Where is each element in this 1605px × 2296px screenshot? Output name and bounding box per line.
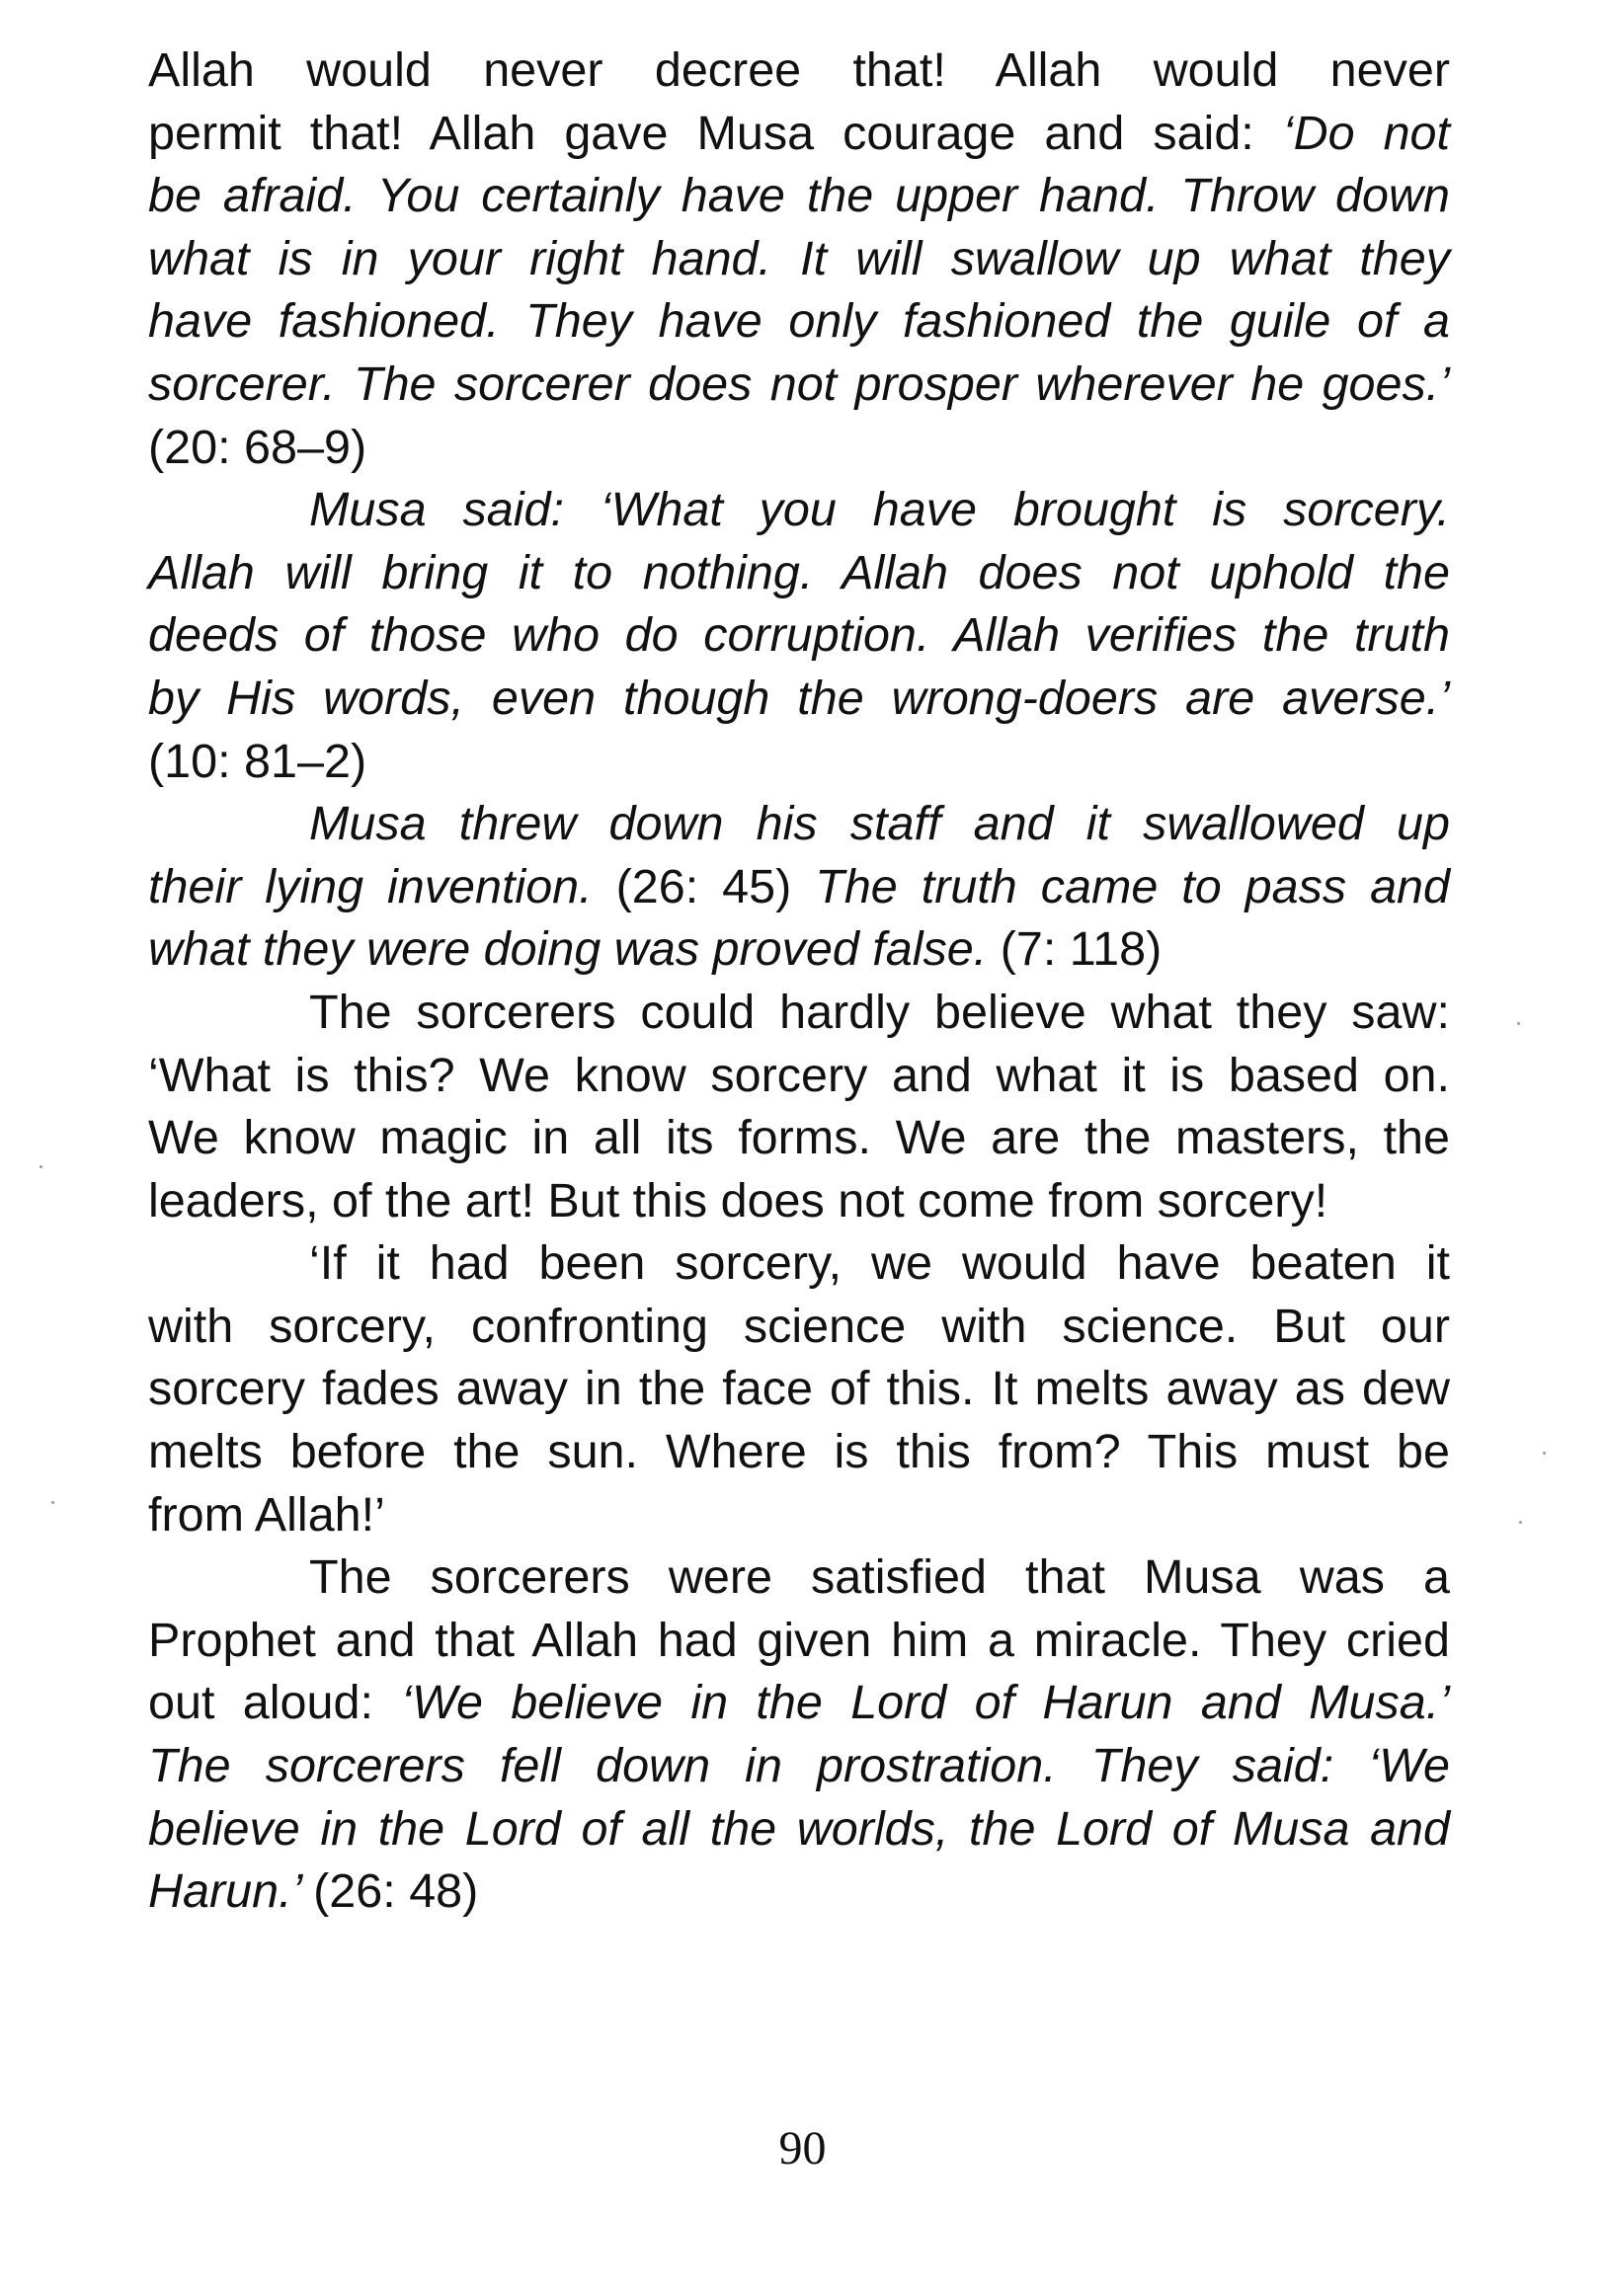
text-line bbox=[148, 40, 1450, 103]
text-line bbox=[148, 1484, 1450, 1547]
italic-text-segment: what is in your right hand. It will swallow up what they bbox=[148, 231, 1450, 285]
text-line bbox=[148, 731, 1450, 794]
text-line bbox=[148, 1421, 1450, 1484]
text-segment: Allah would never decree that! Allah would never bbox=[148, 43, 1450, 97]
text-segment: ‘If it had been sorcery, we would have beaten it bbox=[309, 1236, 1450, 1291]
text-segment: The sorcerers could hardly believe what they saw: bbox=[309, 985, 1450, 1039]
page-body bbox=[148, 40, 1450, 2212]
text-line bbox=[148, 1672, 1450, 1735]
italic-text-segment: what they were doing was proved false. bbox=[148, 922, 1001, 977]
italic-text-segment: deeds of those who do corruption. Allah verifies the truth bbox=[148, 608, 1450, 663]
text-segment: melts before the sun. Where is this from? This must be bbox=[148, 1425, 1450, 1479]
scan-speck bbox=[1517, 1022, 1520, 1025]
text-line bbox=[148, 290, 1450, 354]
text-segment: (10: 81–2) bbox=[148, 734, 367, 788]
italic-text-segment: Allah will bring it to nothing. Allah does not uphold the bbox=[148, 545, 1450, 599]
text-line bbox=[148, 103, 1450, 166]
scan-speck bbox=[1519, 1521, 1522, 1524]
text-line bbox=[148, 1861, 1450, 1924]
page-number: 90 bbox=[778, 2122, 827, 2175]
text-line bbox=[148, 856, 1450, 919]
text-segment: leaders, of the art! But this does not come from sorcery! bbox=[148, 1173, 1328, 1227]
scan-speck bbox=[51, 1501, 54, 1504]
text-line bbox=[148, 165, 1450, 228]
text-segment: The sorcerers were satisfied that Musa was a bbox=[309, 1550, 1450, 1605]
text-segment: (7: 118) bbox=[1000, 922, 1163, 977]
italic-text-segment: The sorcerers fell down in prostration. They said: ‘We bbox=[148, 1739, 1450, 1793]
text-segment: (26: 45) bbox=[615, 859, 816, 913]
text-segment: We know magic in all its forms. We are the masters, the bbox=[148, 1111, 1450, 1165]
text-line bbox=[148, 479, 1450, 542]
text-segment: Prophet and that Allah had given him a miracle. They cried bbox=[148, 1613, 1450, 1667]
text-line bbox=[148, 417, 1450, 480]
text-line bbox=[148, 228, 1450, 291]
scan-speck bbox=[1543, 1452, 1546, 1455]
text-segment: permit that! Allah gave Musa courage and said: bbox=[148, 106, 1283, 160]
text-line bbox=[148, 1296, 1450, 1359]
italic-text-segment: ‘We believe in the Lord of Harun and Musa.’ bbox=[401, 1676, 1451, 1730]
text-line bbox=[148, 1546, 1450, 1610]
italic-text-segment: The truth came to pass and bbox=[815, 859, 1451, 913]
text-line bbox=[148, 1735, 1450, 1798]
text-line bbox=[148, 918, 1450, 982]
text-line bbox=[148, 542, 1450, 605]
text-line bbox=[148, 1358, 1450, 1421]
italic-text-segment: sorcerer. The sorcerer does not prosper wherever he goes.’ bbox=[148, 356, 1450, 411]
italic-text-segment: their lying invention. bbox=[148, 859, 616, 913]
text-line bbox=[148, 1107, 1450, 1170]
text-segment: from Allah!’ bbox=[148, 1487, 385, 1542]
text-line bbox=[148, 354, 1450, 417]
scan-speck bbox=[40, 1165, 42, 1168]
italic-text-segment: be afraid. You certainly have the upper hand. Throw down bbox=[148, 169, 1450, 223]
text-line bbox=[148, 1610, 1450, 1673]
italic-text-segment: believe in the Lord of all the worlds, the Lord of Musa and bbox=[148, 1801, 1450, 1856]
text-line bbox=[148, 1045, 1450, 1108]
text-line bbox=[148, 1232, 1450, 1296]
text-line bbox=[148, 982, 1450, 1045]
italic-text-segment: Harun.’ bbox=[148, 1864, 314, 1919]
text-line bbox=[148, 1798, 1450, 1861]
text-segment: ‘What is this? We know sorcery and what it is based on. bbox=[148, 1048, 1450, 1102]
text-line bbox=[148, 604, 1450, 668]
text-segment: (20: 68–9) bbox=[148, 420, 367, 474]
italic-text-segment: ‘Do not bbox=[1282, 106, 1451, 160]
italic-text-segment: by His words, even though the wrong-doers are averse.’ bbox=[148, 671, 1450, 725]
text-segment: with sorcery, confronting science with science. But our bbox=[148, 1299, 1450, 1353]
text-segment: out aloud: bbox=[148, 1676, 402, 1730]
text-segment: (26: 48) bbox=[313, 1864, 479, 1919]
text-line bbox=[148, 793, 1450, 856]
italic-text-segment: have fashioned. They have only fashioned the guile of a bbox=[148, 294, 1450, 349]
italic-text-segment: Musa threw down his staff and it swallowed up bbox=[309, 797, 1450, 851]
italic-text-segment: Musa said: ‘What you have brought is sorcery. bbox=[309, 483, 1450, 537]
text-line bbox=[148, 1170, 1450, 1233]
text-segment: sorcery fades away in the face of this. It melts away as dew bbox=[148, 1362, 1450, 1416]
text-line bbox=[148, 668, 1450, 731]
